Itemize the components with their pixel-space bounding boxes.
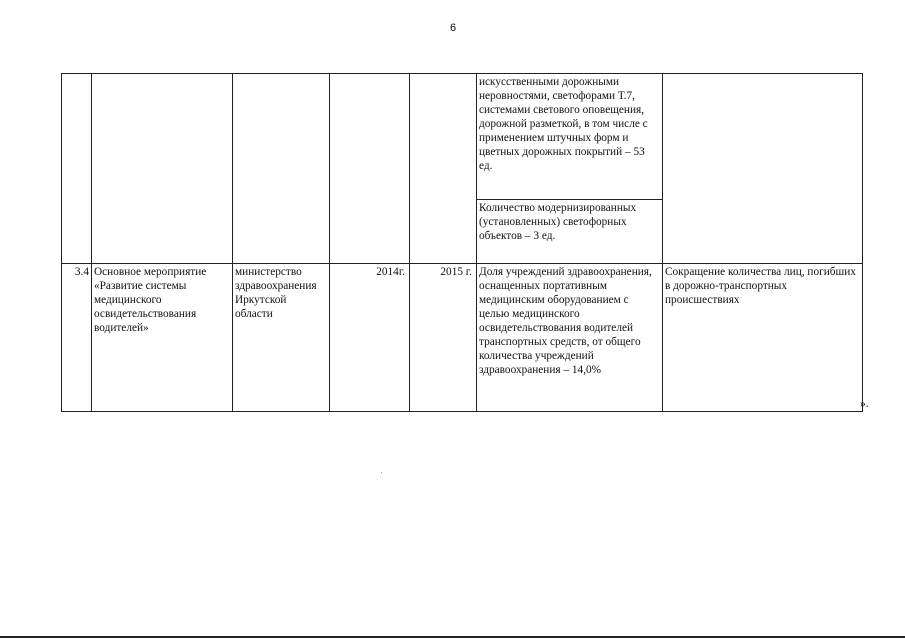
page-bottom-edge [0,636,905,638]
cell-number [62,74,92,264]
cell-measure: Основное мероприятие «Развитие системы медицинского освидетельствования водителей» [92,264,233,412]
table-row [62,74,863,200]
cell-indicator: Доля учреждений здравоохранения, оснащенных портативным медицинским оборудованием с целью медицинского освидетельствования водителей транспортных средств, от общего количества учреждений здравоохранения – 14,0% [477,264,663,412]
table-row [62,264,863,412]
cell-start-year [330,74,410,264]
cell-result: Сокращение количества лиц, погибших в дорожно-транспортных происшествиях [663,264,863,412]
cell-indicator: Количество модернизированных (установленных) светофорных объектов – 3 ед. [477,200,663,264]
cell-end-year [410,74,477,264]
cell-measure [92,74,233,264]
cell-executor [233,74,330,264]
program-table [61,73,863,412]
cell-executor: министерство здравоохранения Иркутской области [233,264,330,412]
cell-end-year: 2015 г. [410,264,477,412]
cell-start-year: 2014г. [330,264,410,412]
closing-quote: ». [860,398,869,410]
page-number: 6 [450,22,457,34]
cell-indicator: искусственными дорожными неровностями, светофорами Т.7, системами светового оповещения, дорожной разметкой, в том числе с применением штучных форм и цветных дорожных покрытий – 53 ед. [477,74,663,200]
cell-number: 3.4 [62,264,92,412]
scan-speck [381,472,382,473]
cell-result [663,74,863,264]
